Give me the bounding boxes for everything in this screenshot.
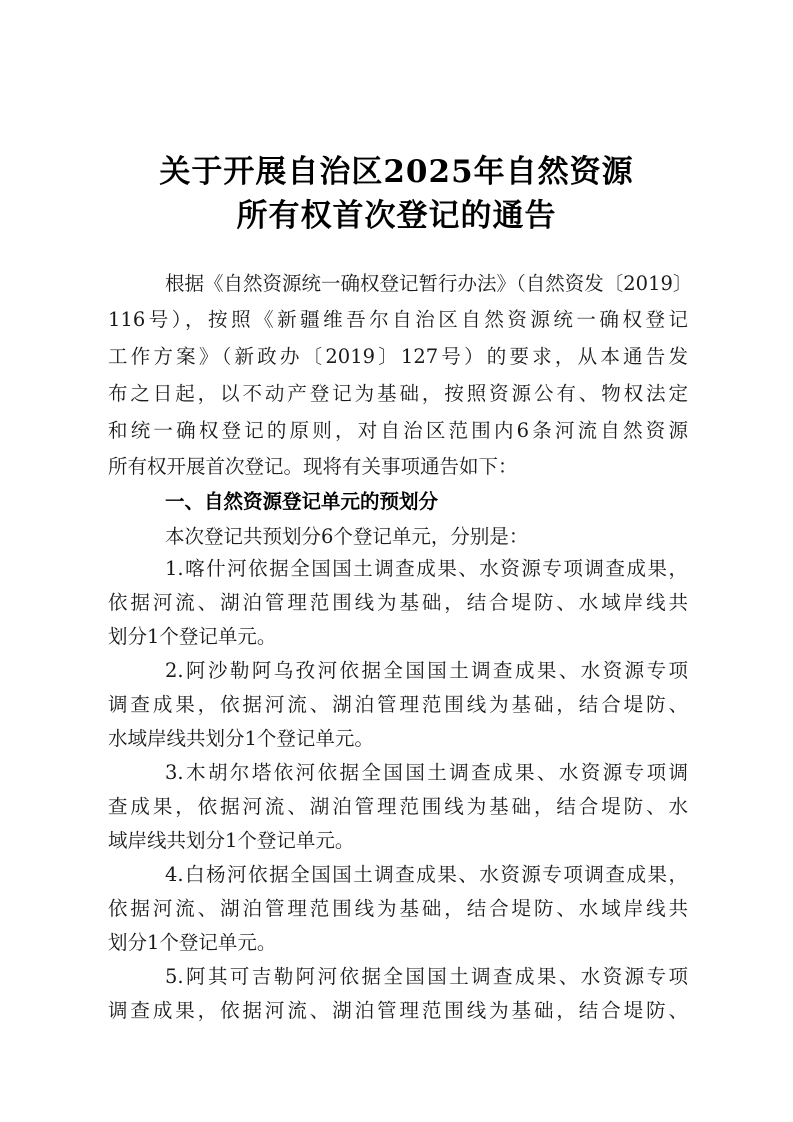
list-item-line: 依据河流、湖泊管理范围线为基础，结合堤防、水域岸线共 (108, 591, 688, 614)
list-item-line: 3.木胡尔塔依河依据全国国土调查成果、水资源专项调 (165, 761, 688, 784)
list-item-line: 5.阿其可吉勒阿河依据全国国土调查成果、水资源专项 (165, 965, 688, 988)
list-item-line: 域岸线共划分1个登记单元。 (108, 829, 355, 852)
body-line: 布之日起，以不动产登记为基础，按照资源公有、物权法定 (108, 382, 688, 405)
list-item-line: 调查成果，依据河流、湖泊管理范围线为基础，结合堤防、 (108, 999, 688, 1022)
list-item-line: 4.白杨河依据全国国土调查成果、水资源专项调查成果， (165, 863, 688, 886)
list-item-line: 1.喀什河依据全国国土调查成果、水资源专项调查成果， (165, 557, 688, 580)
body-line: 工作方案》（新政办〔2019〕127号）的要求，从本通告发 (108, 345, 688, 368)
list-item-line: 水域岸线共划分1个登记单元。 (108, 727, 374, 750)
body-line: 根据《自然资源统一确权登记暂行办法》（自然资发〔2019〕 (165, 272, 693, 295)
list-item-line: 划分1个登记单元。 (108, 625, 277, 648)
body-line: 116号），按照《新疆维吾尔自治区自然资源统一确权登记 (108, 308, 688, 331)
list-item-line: 查成果，依据河流、湖泊管理范围线为基础，结合堤防、水 (108, 795, 688, 818)
section-heading: 一、自然资源登记单元的预划分 (165, 490, 439, 513)
body-line: 本次登记共预划分6个登记单元，分别是： (165, 525, 529, 548)
list-item-line: 划分1个登记单元。 (108, 931, 277, 954)
list-item-line: 依据河流、湖泊管理范围线为基础，结合堤防、水域岸线共 (108, 897, 688, 920)
list-item-line: 2.阿沙勒阿乌孜河依据全国国土调查成果、水资源专项 (165, 659, 688, 682)
list-item-line: 调查成果，依据河流、湖泊管理范围线为基础，结合堤防、 (108, 693, 688, 716)
body-line: 所有权开展首次登记。现将有关事项通告如下： (108, 455, 518, 478)
document-title-line-2: 所有权首次登记的通告 (236, 198, 557, 234)
body-line: 和统一确权登记的原则，对自治区范围内6条河流自然资源 (108, 419, 688, 442)
document-title-line-1: 关于开展自治区2025年自然资源 (159, 154, 634, 190)
